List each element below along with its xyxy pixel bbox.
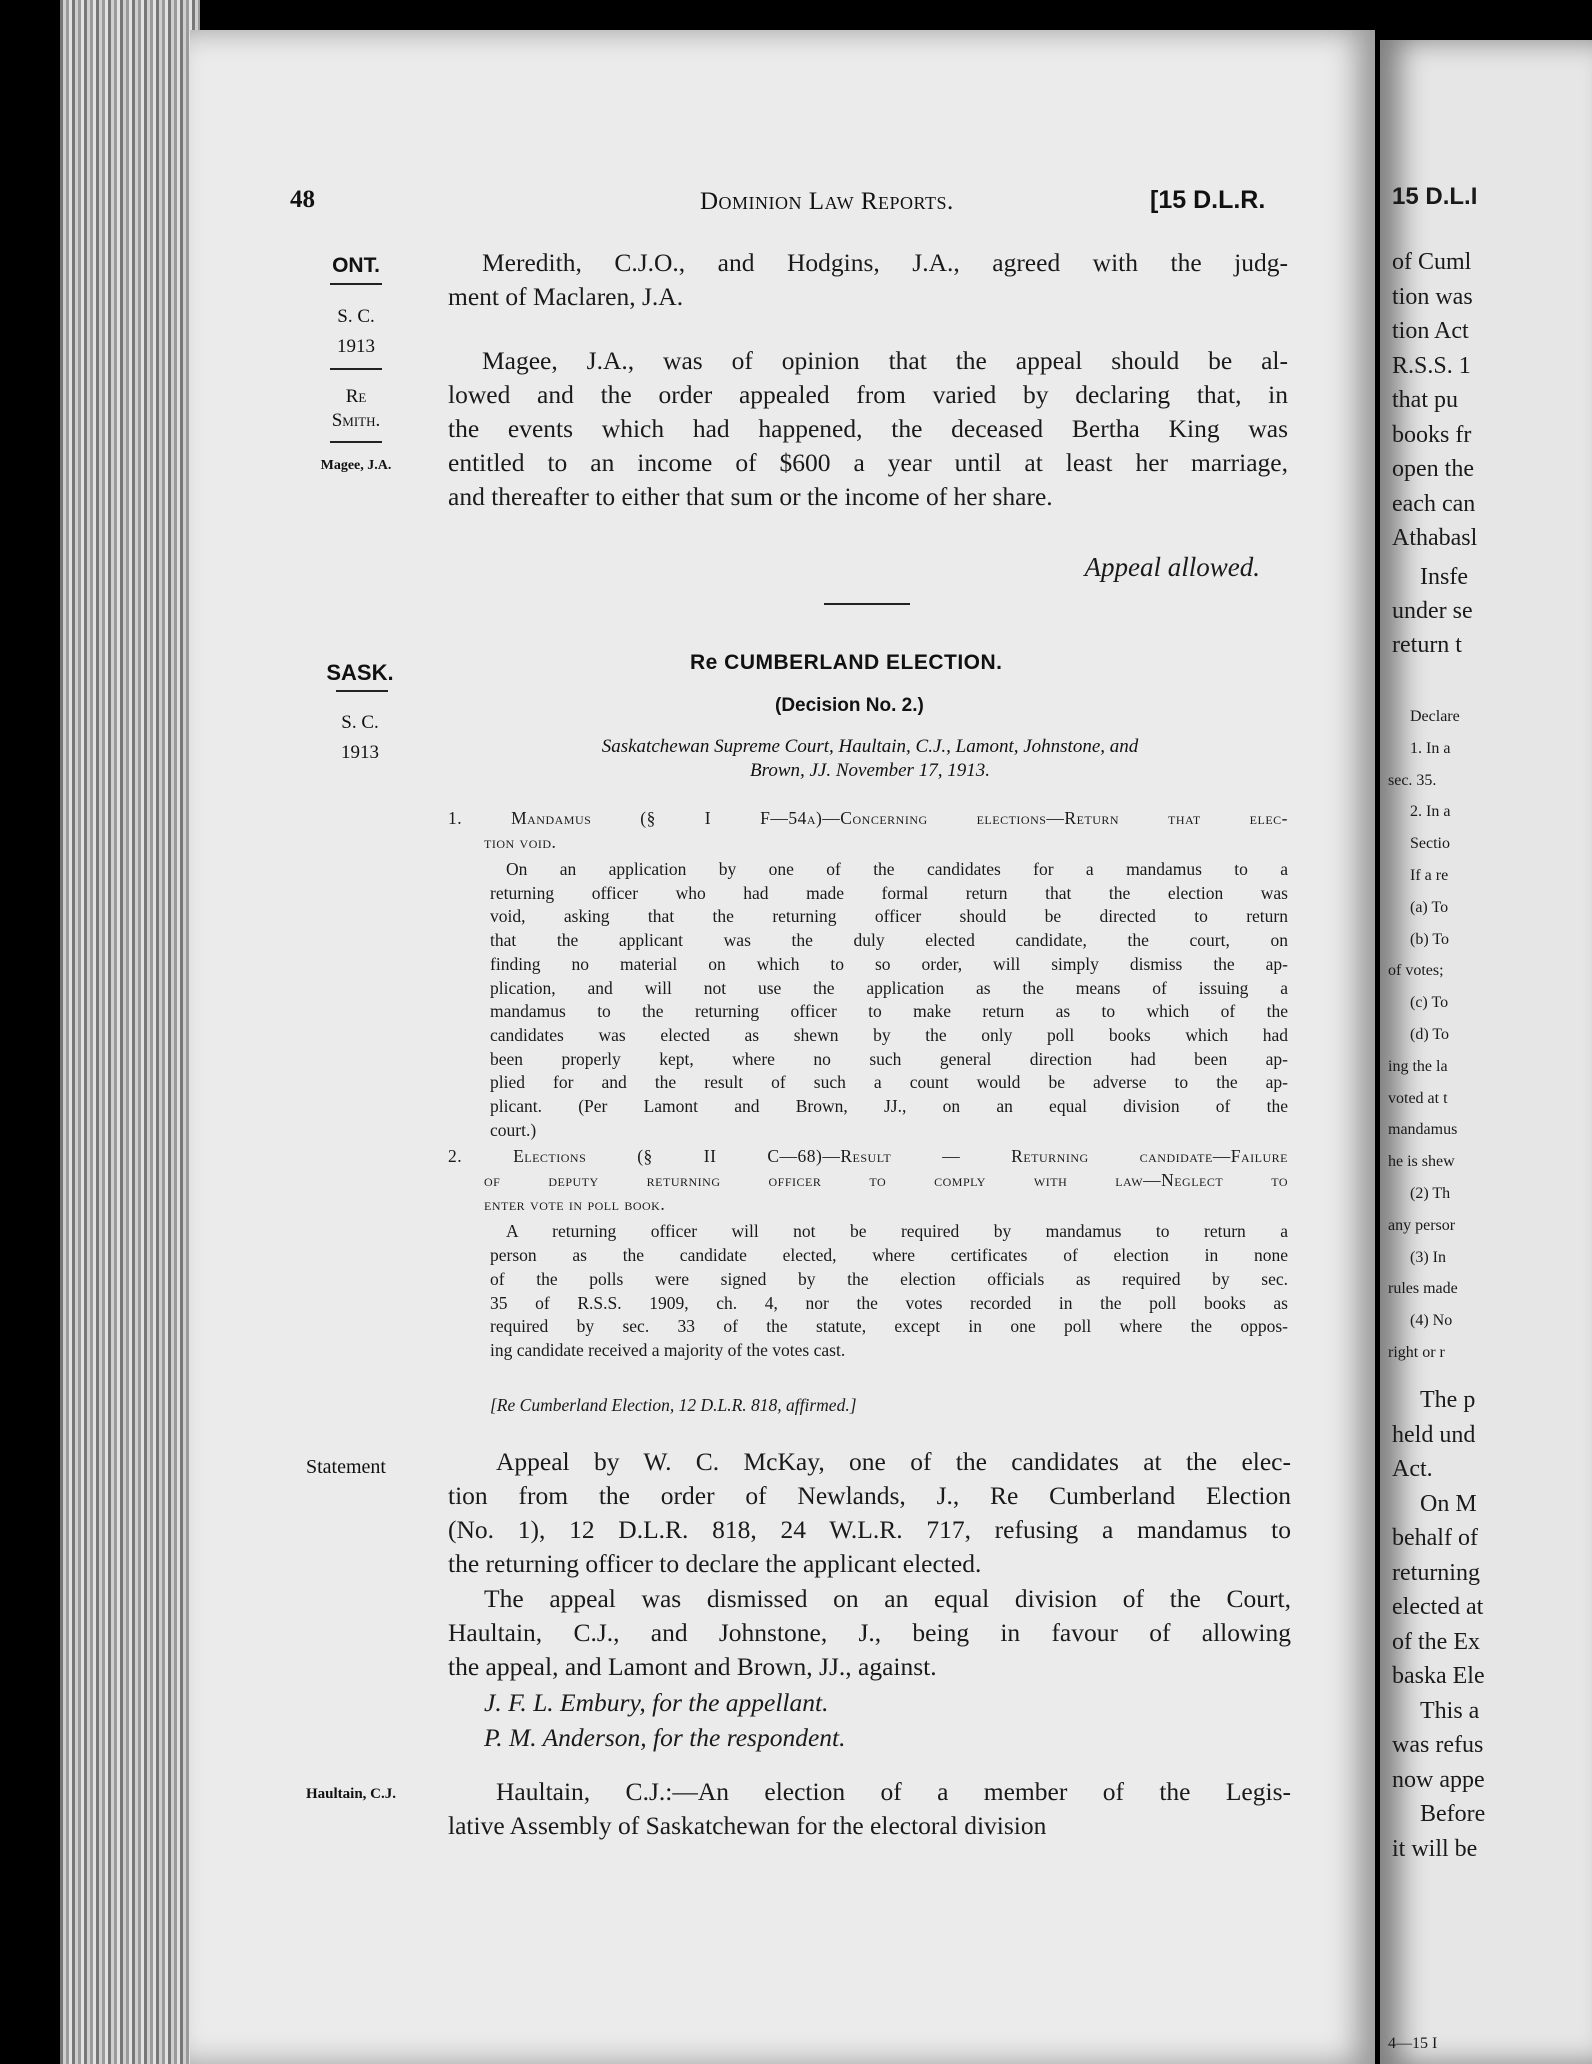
next-page-line: tion Act — [1392, 318, 1469, 344]
margin-province: ONT. — [332, 254, 380, 277]
next-page-line: elected at — [1392, 1594, 1484, 1620]
next-page-line: rules made — [1388, 1280, 1458, 1298]
next-page-line: On M — [1420, 1490, 1477, 1517]
next-page-line: mandamus — [1388, 1121, 1458, 1139]
counsel-line: J. F. L. Embury, for the appellant. — [484, 1688, 829, 1717]
headnote-body-line: that the applicant was the duly elected candidate, the court, on — [490, 930, 1288, 951]
counsel-line: P. M. Anderson, for the respondent. — [484, 1723, 846, 1752]
headnote-body-line: On an application by one of the candidates for a mandamus to a — [506, 859, 1288, 879]
volume-reference: [15 D.L.R. — [1150, 186, 1266, 214]
headnote-body-line: of the polls were signed by the election officials as required by sec. — [490, 1268, 1288, 1289]
next-page-line: was refus — [1392, 1732, 1484, 1758]
next-page-line: (c) To — [1410, 994, 1449, 1012]
next-page-line: 2. In a — [1410, 803, 1451, 821]
margin-year: 1913 — [341, 742, 379, 763]
dismissed-line: the appeal, and Lamont and Brown, JJ., against. — [448, 1652, 937, 1681]
next-page-line: right or r — [1388, 1344, 1445, 1361]
headnote-heading-line: 1. Mandamus (§ I F—54a)—Concerning elections—Return that elec- — [448, 808, 1288, 828]
headnote-heading — [448, 1144, 1288, 1216]
next-page-line: tion was — [1392, 283, 1473, 310]
headnote-body-line: plied for and the result of such a count would be adverse to the ap- — [490, 1072, 1288, 1093]
next-page-line: each can — [1392, 490, 1476, 517]
next-page-line: Insfe — [1420, 564, 1468, 590]
prev-case-line: entitled to an income of $600 a year until at least her marriage, — [448, 448, 1288, 477]
next-page-line: (d) To — [1410, 1026, 1450, 1043]
next-page-line: baska Ele — [1392, 1663, 1485, 1689]
margin-case-name: Smith. — [331, 410, 381, 431]
next-page-line: of Cuml — [1392, 249, 1472, 275]
next-page-line: of votes; — [1388, 962, 1444, 980]
prev-case-line: and thereafter to either that sum or the income of her share. — [448, 482, 1053, 511]
headnote-body-line: mandamus to the returning officer to make return as to which of the — [490, 1001, 1288, 1022]
next-page-line: (2) Th — [1410, 1185, 1451, 1202]
headnote-body-line: candidates was elected as shewn by the only poll books which had — [490, 1024, 1288, 1045]
next-page-line: behalf of — [1392, 1525, 1478, 1551]
headnote-heading-line: of deputy returning officer to comply with law—Neglect to — [484, 1170, 1288, 1191]
next-page-line: (b) To — [1410, 930, 1450, 948]
margin-rule — [330, 368, 382, 370]
next-page-line: returning — [1392, 1559, 1480, 1586]
prev-case-line: lowed and the order appealed from varied by declaring that, in — [448, 380, 1288, 409]
book-page-edges — [60, 0, 200, 2064]
page-number: 48 — [290, 186, 315, 213]
prev-case-line: ment of Maclaren, J.A. — [448, 282, 684, 311]
next-page-line: return t — [1392, 632, 1462, 658]
court-line: Saskatchewan Supreme Court, Haultain, C.J., Lamont, Johnstone, and Brown, JJ. November 17, 1913. — [601, 736, 1139, 781]
margin-statement: Statement — [306, 1456, 386, 1478]
headnote-body-line: 35 of R.S.S. 1909, ch. 4, nor the votes recorded in the poll books as — [490, 1292, 1288, 1313]
running-title: Dominion Law Reports. — [700, 188, 954, 215]
margin-rule — [330, 441, 382, 443]
headnote-body-line: void, asking that the returning officer should be directed to return — [490, 906, 1288, 927]
next-page-line: open the — [1392, 456, 1474, 482]
margin-judge: Haultain, C.J. — [306, 1786, 397, 1802]
margin-rule — [336, 690, 388, 692]
headnote-body-line: plicant. (Per Lamont and Brown, JJ., on an equal division of the — [490, 1096, 1288, 1117]
next-page-line: of the Ex — [1392, 1628, 1480, 1655]
statement-line: Appeal by W. C. McKay, one of the candidates at the elec- — [496, 1447, 1291, 1476]
next-page-line: (4) No — [1410, 1312, 1453, 1330]
next-page-line: 1. In a — [1410, 739, 1451, 757]
headnote-body-line: finding no material on which to so order, will simply dismiss the ap- — [490, 953, 1288, 974]
next-page-line: sec. 35. — [1388, 771, 1437, 789]
headnote-body — [448, 858, 1288, 1142]
next-page-line: held und — [1392, 1421, 1476, 1448]
dismissed-line: Haultain, C.J., and Johnstone, J., being in favour of allowing — [448, 1618, 1291, 1647]
next-page-line: Before — [1420, 1801, 1486, 1827]
dismissed-paragraph — [448, 1582, 1291, 1684]
statement-line: the returning officer to declare the applicant elected. — [448, 1549, 982, 1578]
headnote-body-line: ing candidate received a majority of the votes cast. — [490, 1339, 846, 1360]
margin-case-name: Re — [345, 386, 367, 407]
statement-line: tion from the order of Newlands, J., Re Cumberland Election — [448, 1481, 1291, 1510]
headnote-body-line: person as the candidate elected, where certificates of election in none — [490, 1245, 1288, 1266]
next-page-line: voted at t — [1388, 1089, 1448, 1107]
headnote-body-line: A returning officer will not be required by mandamus to return a — [506, 1221, 1288, 1242]
margin-court: S. C. — [337, 306, 375, 327]
statement-line: (No. 1), 12 D.L.R. 818, 24 W.L.R. 717, refusing a mandamus to — [448, 1515, 1291, 1544]
next-page-line: now appe — [1392, 1766, 1485, 1793]
next-page-line: (a) To — [1410, 898, 1449, 916]
next-page-line: under se — [1392, 598, 1473, 624]
prev-case-line: Magee, J.A., was of opinion that the appeal should be al- — [482, 346, 1288, 375]
next-page-line: any persor — [1388, 1216, 1456, 1234]
counsel-list — [484, 1686, 1284, 1756]
next-page-line: The p — [1420, 1387, 1476, 1413]
prev-case-paragraph-1 — [448, 246, 1288, 314]
next-page-line: (3) In — [1410, 1248, 1446, 1266]
margin-province: SASK. — [326, 660, 394, 685]
case-subtitle: (Decision No. 2.) — [775, 695, 924, 716]
headnote-body — [448, 1220, 1288, 1362]
margin-court: S. C. — [341, 712, 379, 733]
statement-paragraph — [448, 1445, 1291, 1581]
next-page-line: This a — [1420, 1697, 1480, 1724]
margin-year: 1913 — [337, 336, 375, 357]
next-page-line: Athabasl — [1392, 525, 1478, 551]
next-page-line: If a re — [1410, 867, 1449, 884]
next-page-line: it will be — [1392, 1835, 1478, 1862]
next-page-line: that pu — [1392, 387, 1458, 413]
next-page-line: books fr — [1392, 421, 1472, 448]
judgment-line: lative Assembly of Saskatchewan for the electoral division — [448, 1811, 1047, 1840]
result-text: Appeal allowed. — [1084, 552, 1260, 582]
headnote-heading-line: tion void. — [484, 832, 557, 852]
headnote-heading-line: enter vote in poll book. — [484, 1194, 666, 1215]
next-page-line: Act. — [1392, 1456, 1433, 1482]
next-page-line: Sectio — [1410, 835, 1450, 853]
headnote-body-line: court.) — [490, 1119, 537, 1140]
prev-case-line: Meredith, C.J.O., and Hodgins, J.A., agreed with the judg- — [482, 248, 1288, 277]
next-page-line: R.S.S. 1 — [1392, 352, 1471, 379]
next-page-header: 15 D.L.I — [1392, 183, 1478, 210]
dismissed-line: The appeal was dismissed on an equal division of the Court, — [484, 1584, 1291, 1613]
prev-case-line: the events which had happened, the deceased Bertha King was — [448, 414, 1288, 443]
headnotes — [448, 806, 1288, 1363]
margin-rule — [330, 283, 382, 285]
headnote-heading-line: 2. Elections (§ II C—68)—Result — Returning candidate—Failure — [448, 1146, 1288, 1167]
headnote-1 — [448, 806, 1288, 1142]
next-page-line: Declare — [1410, 708, 1460, 725]
affirmed-citation: [Re Cumberland Election, 12 D.L.R. 818, affirmed.] — [490, 1395, 857, 1415]
next-page-footer: 4—15 I — [1388, 2035, 1438, 2052]
next-page-line: he is shew — [1388, 1153, 1455, 1171]
headnote-2 — [448, 1144, 1288, 1362]
judgment-line: Haultain, C.J.:—An election of a member of the Legis- — [496, 1777, 1291, 1806]
next-page-fragment — [1380, 40, 1592, 2064]
headnote-body-line: returning officer who had made formal return that the election was — [490, 882, 1288, 903]
headnote-body-line: plication, and will not use the application as the means of issuing a — [490, 977, 1288, 998]
section-divider — [824, 603, 910, 605]
margin-judge: Magee, J.A. — [320, 458, 392, 473]
headnote-body-line: required by sec. 33 of the statute, except in one poll where the oppos- — [490, 1316, 1288, 1337]
case-title: Re CUMBERLAND ELECTION. — [690, 651, 1003, 674]
next-page-line: ing the la — [1388, 1057, 1448, 1075]
headnote-body-line: been properly kept, where no such general direction had been ap- — [490, 1048, 1288, 1069]
judgment-paragraph — [448, 1775, 1291, 1843]
headnote-heading — [448, 806, 1288, 854]
prev-case-paragraph-2 — [448, 344, 1288, 514]
